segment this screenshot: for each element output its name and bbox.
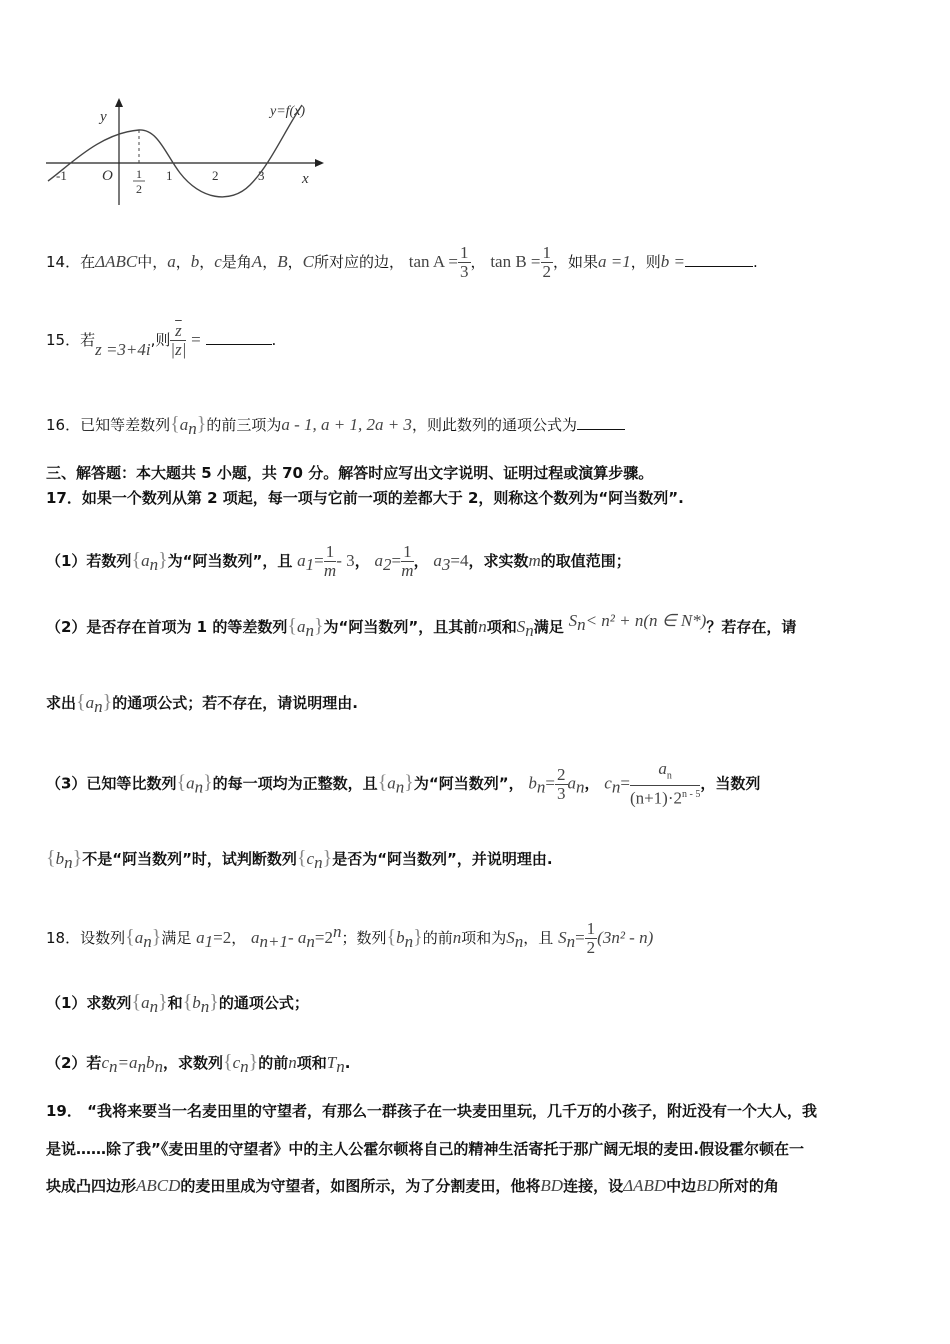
x-axis-label: x — [302, 171, 309, 187]
question-15: 15．若z =3+4i,则 $\frac{\overline{z}}{|z|}$ = . — [46, 321, 277, 359]
tick-2: 2 — [212, 168, 219, 183]
tick-half-den: 2 — [136, 182, 142, 196]
sn-fraction: $\frac{1}{2}$ — [586, 919, 596, 957]
function-curve — [48, 105, 302, 197]
question-16: 16．已知等差数列$\{a_n\}$的前三项为a - 1, a + 1, 2a + 3，则此数列的通项公式为 — [46, 414, 625, 439]
answer-blank[interactable] — [685, 252, 753, 267]
answer-blank[interactable] — [577, 415, 625, 430]
section-3-heading: 三、解答题：本大题共 5 小题，共 70 分。解答时应写出文字说明、证明过程或演算步骤。 — [46, 464, 654, 482]
tick-half-num: 1 — [136, 167, 142, 181]
bn-fraction: $\frac{2}{3}$ — [557, 764, 566, 803]
tanB-fraction: $\frac{1}{2}$ — [542, 243, 552, 281]
y-axis-arrow — [115, 98, 123, 107]
question-18-part2: （2）若$c_n=a_nb_n$，求数列$\{c_n\}$的前n项和$T_n$. — [46, 1051, 351, 1076]
answer-blank[interactable] — [206, 330, 272, 345]
origin-label: O — [102, 168, 113, 184]
question-17-part2: （2）是否存在首项为 1 的等差数列$\{a_n\}$为“阿当数列”，且其前n项和$S_n$满足 $S_n< n^2 + n(n$ ∈ N*)？若存在，请 — [46, 611, 797, 640]
question-18: 18．设数列$\{a_n\}$满足 $a_1=2$， $a_{n+1}-$ $a_n=2^n$；数列$\{b_n\}$的前n项和为$S_n$，且 $S_n=$ $\frac{1}{2}$ (3n² - n) — [46, 919, 654, 957]
question-17-part2-cont: 求出$\{a_n\}$的通项公式；若不存在，请说明理由. — [46, 691, 358, 716]
question-17-part3-cont: $\{b_n\}$不是“阿当数列”时，试判断数列$\{c_n\}$是否为“阿当数列”，并说明理由. — [46, 847, 553, 872]
question-17-intro: 17．如果一个数列从第 2 项起，每一项与它前一项的差都大于 2，则称这个数列为“阿当数列”. — [46, 489, 684, 507]
y-axis-label: y — [100, 109, 107, 125]
curve-label: y=f(x) — [270, 104, 306, 119]
tick-neg1: -1 — [56, 168, 67, 183]
question-19-line1: 19． “我将来要当一名麦田里的守望者，有那么一群孩子在一块麦田里玩，几千万的小孩子，附近没有一个大人，我 — [46, 1102, 817, 1120]
question-19-line3: 块成凸四边形ABCD的麦田里成为守望者，如图所示，为了分割麦田，他将BD连接，设ΔABD中边BD所对的角 — [46, 1176, 779, 1195]
tanA-fraction: $\frac{1}{3}$ — [460, 243, 469, 281]
cn-fraction: $\frac{a_n}{(n+1)\cdot 2^{n - 5}}$ — [629, 759, 701, 809]
a1-fraction: $\frac{1}{m}$ — [323, 542, 337, 580]
zbar-fraction: $\frac{\overline{z}}{|z|}$ — [170, 321, 187, 359]
question-19-line2: 是说……除了我”《麦田里的守望者》中的主人公霍尔顿将自己的精神生活寄托于那广阔无垠的麦田.假设霍尔顿在一 — [46, 1140, 805, 1158]
question-14: 14．在ΔABC中，a，b，c是角A，B，C所对应的边， tan A = $\frac{1}{3}$ ， tan B = $\frac{1}{2}$ ，如果a =1，则b = . — [46, 243, 758, 281]
question-18-part1: （1）求数列$\{a_n\}$和$\{b_n\}$的通项公式； — [46, 991, 309, 1016]
tick-3: 3 — [258, 168, 265, 183]
function-graph — [40, 95, 330, 215]
question-17-part1: （1）若数列$\{a_n\}$为“阿当数列”，且 $a_1=$ $\frac{1}{m}$ - 3， $a_2=$ $\frac{1}{m}$ ， $a_3=4$，求实数m的取值范围； — [46, 542, 631, 580]
tick-1: 1 — [166, 168, 173, 183]
a2-fraction: $\frac{1}{m}$ — [401, 542, 414, 580]
x-axis-arrow — [315, 159, 324, 167]
question-17-part3: （3）已知等比数列$\{a_n\}$的每一项均为正整数，且$\{a_n\}$为“阿当数列”， $b_n=$ $\frac{2}{3}$ $a_n$， $c_n=$ $\frac{a_n}{(n+1)\cdot 2^{n - 5}}$ ，当数列 — [46, 759, 761, 809]
